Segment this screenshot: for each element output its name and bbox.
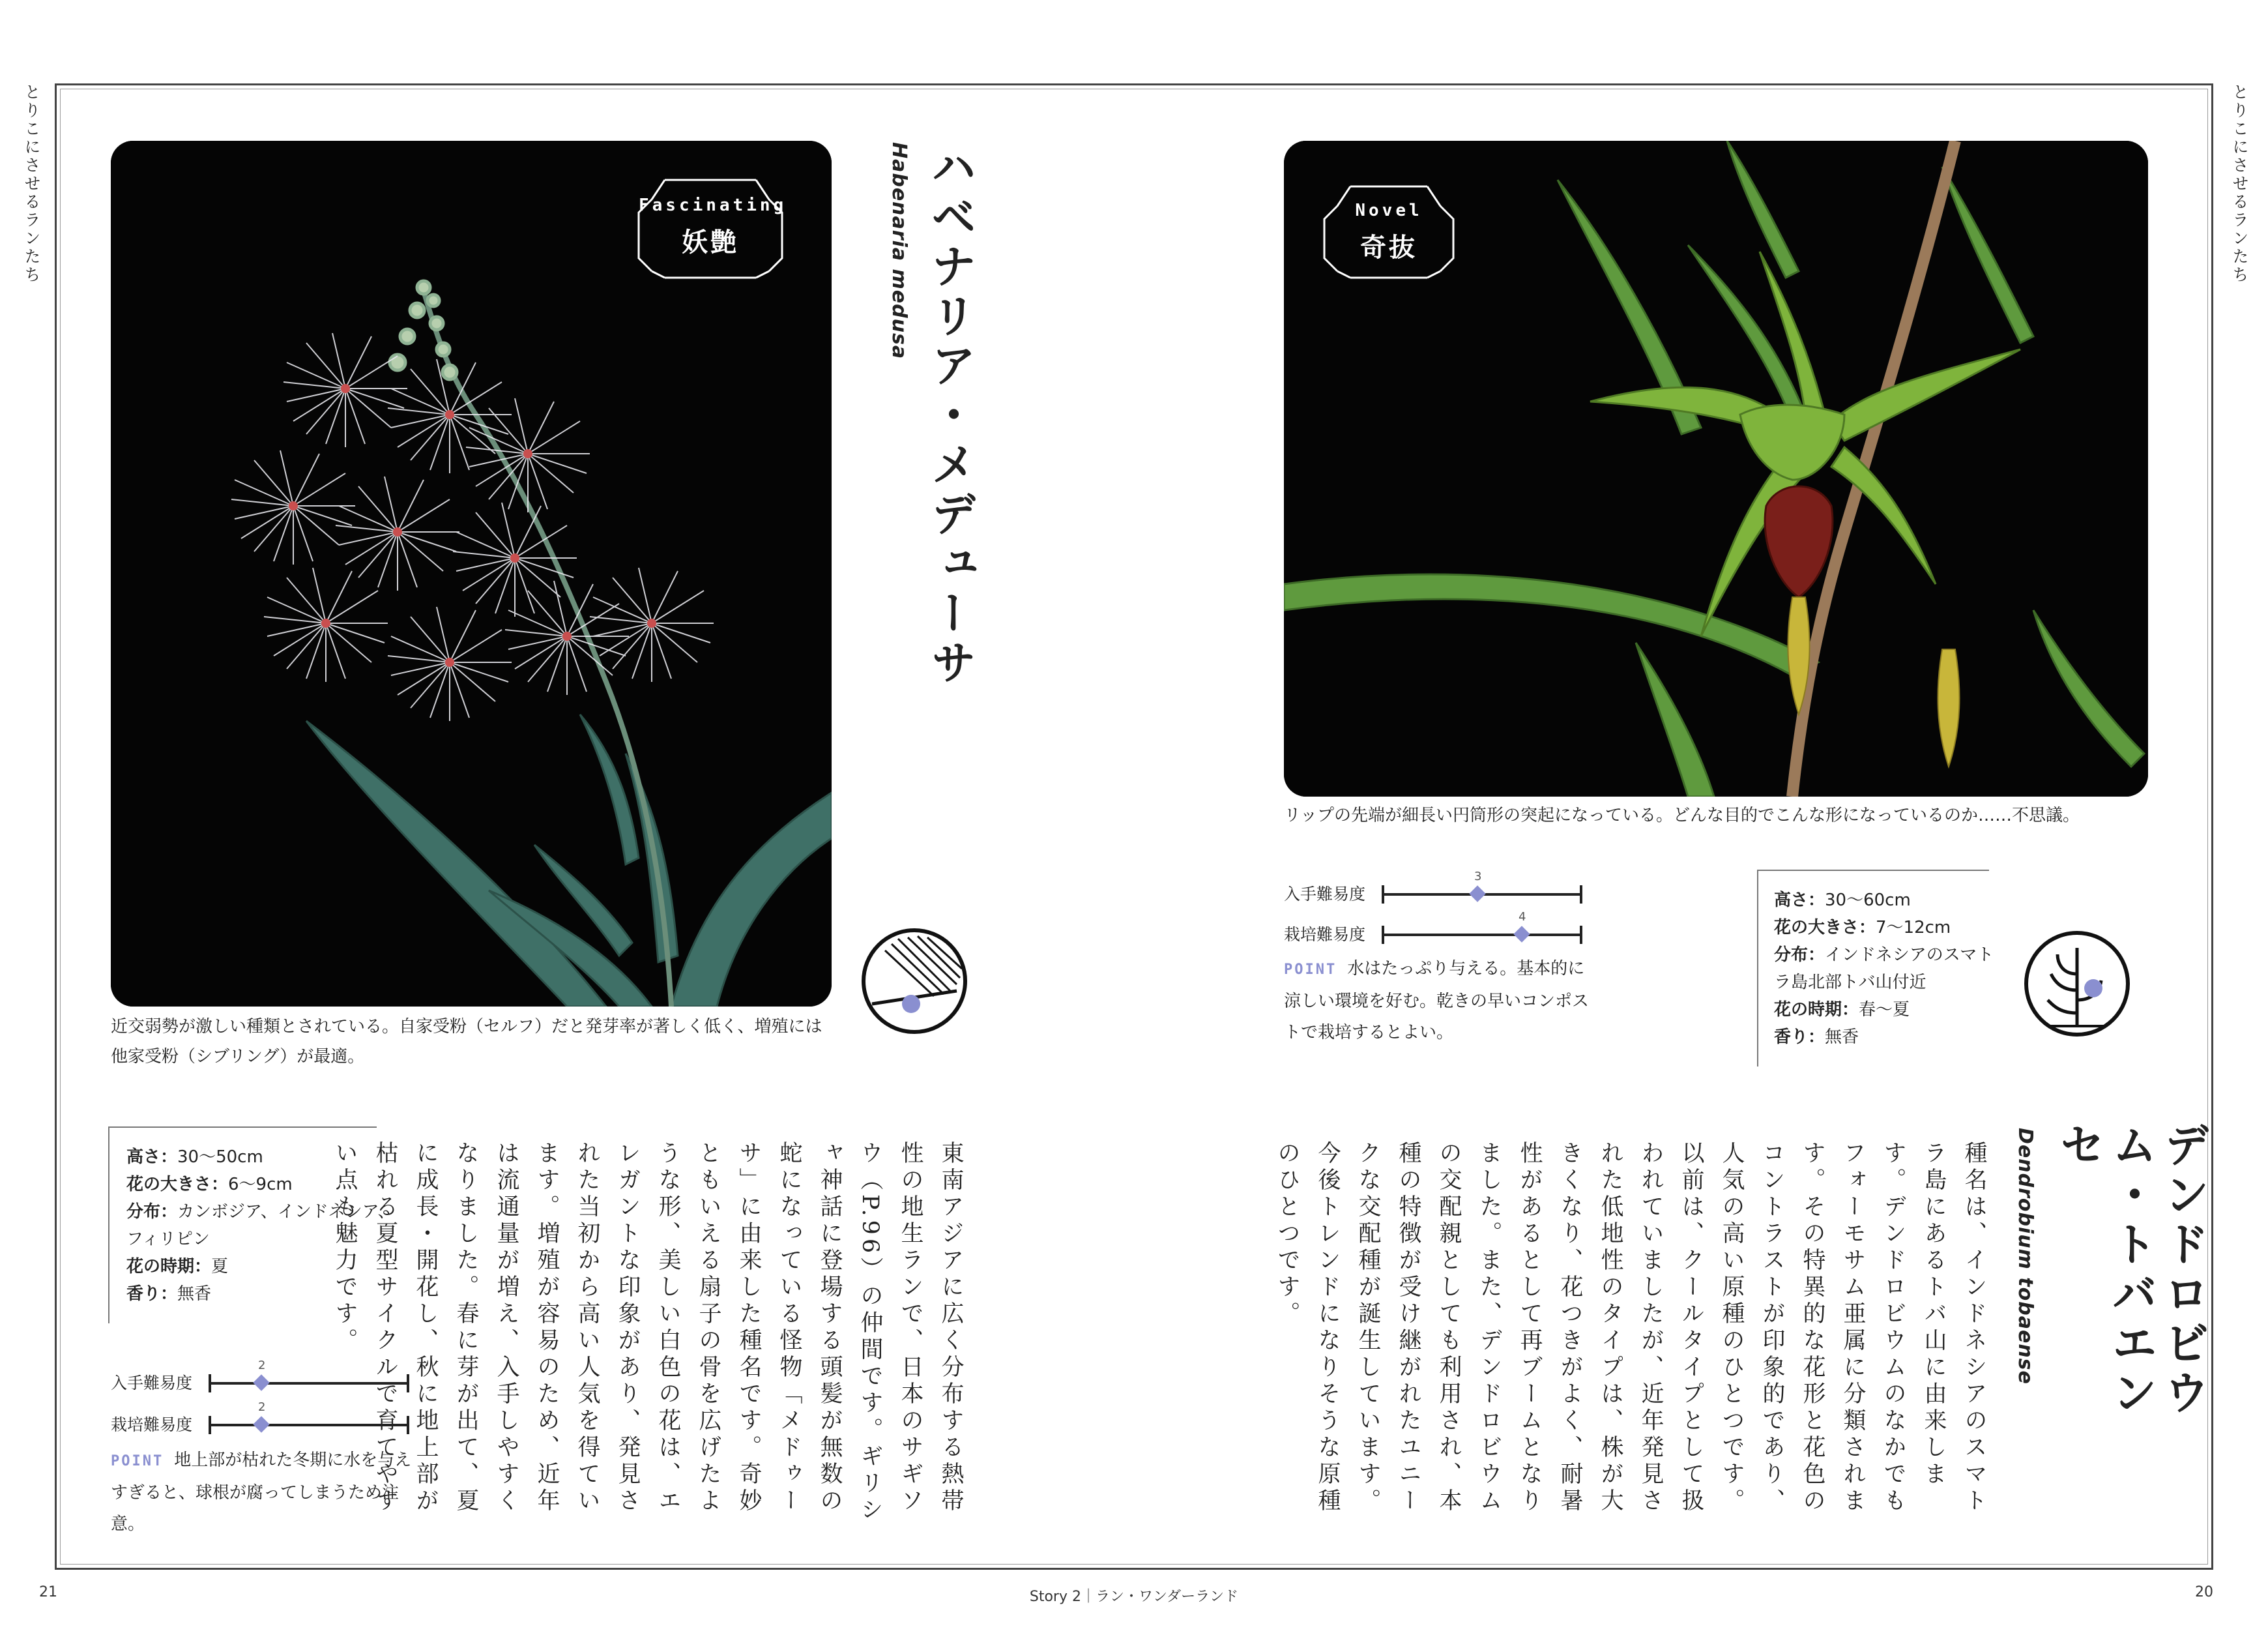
right-title: デンドロビウム・トバエンセ bbox=[2052, 1121, 2210, 1419]
left-latin: Habenaria medusa bbox=[888, 142, 910, 360]
spec-row: 花の時期：夏 bbox=[126, 1257, 229, 1276]
spec-row: 花の時期：春〜夏 bbox=[1774, 1000, 1910, 1020]
left-title: ハベナリア・メデューサ bbox=[923, 143, 977, 688]
terrestrial-icon bbox=[859, 926, 970, 1037]
side-label-right: とりこにさせるランたち bbox=[2230, 83, 2249, 284]
spec-row: 花の大きさ：6〜9cm bbox=[126, 1175, 293, 1194]
left-body: 東南アジアに広く分布する熱帯性の地生ランで、日本のサギソウ（P.96）の仲間です。ギリシャ神話に登場する頭髪が無数の蛇になっている怪物「メドゥーサ」に由来した種名です。奇妙ともいえる扇子の骨を広げたような形、美しい白色の花は、エレガントな印象があり、発見された当初から高い人気を得ています。増殖が容易のため、近年は流通量が増え、入手しやすくなりました。春に芽が出て、夏に成長・開花し、秋に地上部が枯れる夏型サイクルで育てやすい点も魅力です。 bbox=[332, 1141, 964, 1525]
right-point: POINT 水はたっぷり与える。基本的に涼しい環境を好む。乾きの早いコンポストで栽培するとよい。 bbox=[1284, 959, 1590, 1042]
tag-en-right: Novel bbox=[1355, 201, 1423, 220]
tag-fascinating bbox=[639, 196, 787, 259]
tag-en-left: Fascinating bbox=[639, 196, 787, 215]
left-point: POINT 地上部が枯れた冬期に水を与えすぎると、球根が腐ってしまうため注意。 bbox=[111, 1450, 412, 1534]
spec-row: 花の大きさ：7〜12cm bbox=[1774, 918, 1951, 937]
left-rating-acquire: 入手難易度 2 bbox=[111, 1370, 411, 1396]
spec-row: 香り：無香 bbox=[126, 1284, 212, 1304]
right-body: 種名は、インドネシアのスマトラ島にあるトバ山に由来します。デンドロビウムのなかでもフォーモサム亜属に分類されます。その特異的な花形と花色のコントラストが印象的であり、人気の高い原種のひとつです。以前は、クールタイプとして扱われていましたが、近年発見された低地性のタイプは、株が大きくなり、花つきがよく、耐暑性があるとして再ブームとなりました。また、デンドロビウムの交配親としても利用され、本種の特徴が受け継がれたユニークな交配種が誕生しています。今後トレンドになりそうな原種のひとつです。 bbox=[1274, 1141, 1987, 1515]
page-number-left: 21 bbox=[39, 1584, 57, 1600]
spec-row: 分布：カンボジア、インドネシア、フィリピン bbox=[126, 1202, 395, 1249]
tag-jp-left: 妖艶 bbox=[682, 228, 739, 258]
spec-row: 分布：インドネシアのスマトラ島北部トバ山付近 bbox=[1774, 945, 1994, 992]
left-rating-cultivation: 栽培難易度 2 bbox=[111, 1412, 411, 1438]
spec-row: 高さ：30〜50cm bbox=[126, 1147, 263, 1167]
tag-novel bbox=[1324, 201, 1453, 264]
spec-row: 高さ：30〜60cm bbox=[1774, 890, 1911, 910]
spec-row: 香り：無香 bbox=[1774, 1027, 1859, 1047]
right-caption: リップの先端が細長い円筒形の突起になっている。どんな目的でこんな形になっているのか……不思議。 bbox=[1284, 806, 2080, 825]
epiphyte-icon bbox=[2022, 928, 2132, 1039]
habenaria-photo bbox=[111, 141, 832, 1007]
right-specs bbox=[1774, 887, 1996, 1051]
right-rating-cultivation: 栽培難易度 4 bbox=[1284, 922, 1584, 948]
side-label-left: とりこにさせるランたち bbox=[22, 83, 41, 284]
running-footer: Story 2｜ラン・ワンダーランド bbox=[1029, 1589, 1239, 1605]
dendrobium-photo bbox=[1284, 141, 2148, 797]
right-latin: Dendrobium tobaense bbox=[2014, 1128, 2037, 1385]
right-rating-acquire: 入手難易度 3 bbox=[1284, 881, 1584, 907]
left-caption: 近交弱勢が激しい種類とされている。自家受粉（セルフ）だと発芽率が著しく低く、増殖には他家受粉（シブリング）が最適。 bbox=[111, 1017, 822, 1067]
tag-jp-right: 奇抜 bbox=[1360, 233, 1418, 263]
page-number-right: 20 bbox=[2195, 1584, 2213, 1600]
habenaria-illustration bbox=[111, 141, 832, 1007]
